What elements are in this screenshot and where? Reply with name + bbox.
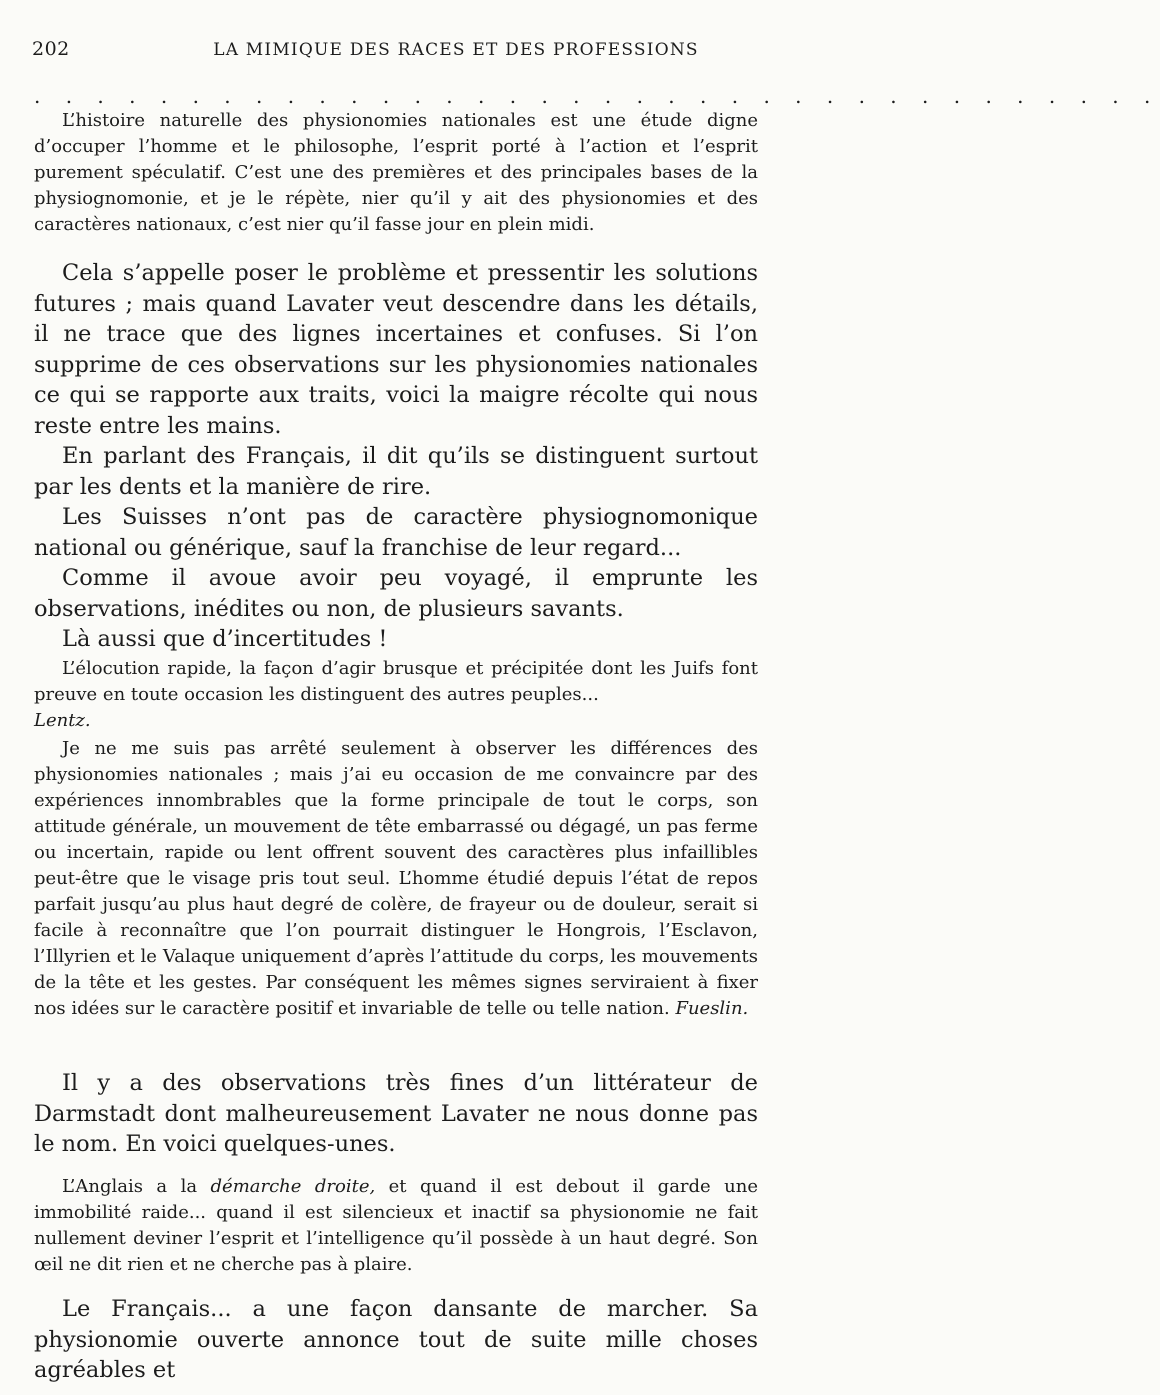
ellipsis-row: . . . . . . . . . . . . . . . . . . . . . . . . . . . . . . . . . . . . [34,84,1160,108]
quote-attribution: Fueslin. [675,998,749,1019]
quote-block-1 [34,108,758,238]
quote-emphasis: démarche droite, [210,1176,376,1197]
body-paragraph: Le Français... a une façon dansante de marcher. Sa physionomie ouverte annonce tout de suite mille choses agréables et [34,1296,758,1383]
body-block-3 [34,1294,758,1386]
page-header [32,38,760,68]
body-block-2 [34,1068,758,1160]
body-paragraph-3: Les Suisses n’ont pas de caractère physiognomonique national ou générique, sauf la franchise de leur regard... [34,504,758,561]
quote-paragraph [34,1174,758,1278]
quote-text-end: et quand il est debout il garde une immobilité raide... quand il est silencieux et inactif sa physionomie ne fait nullement deviner l’esprit et l’intelligence qu’il possède à un haut degré. Son œil ne dit rien et ne cherche pas à plaire. [34,1176,758,1275]
quote-block-2 [34,656,758,734]
body-block-1 [34,258,758,655]
quote-paragraph: L’élocution rapide, la façon d’agir brusque et précipitée dont les Juifs font preuve en toute occasion les distinguent des autres peuples... [34,658,758,705]
body-paragraph-4: Comme il avoue avoir peu voyagé, il emprunte les observations, inédites ou non, de plusieurs savants. [34,565,758,622]
running-title: LA MIMIQUE DES RACES ET DES PROFESSIONS [213,40,699,60]
body-paragraph-1: Cela s’appelle poser le problème et pressentir les solutions futures ; mais quand Lavater veut descendre dans les détails, il ne trace que des lignes incertaines et confuses. Si l’on supprime de ces observations sur les physionomies nationales ce qui se rapporte aux traits, voici la maigre récolte qui nous reste entre les mains. [34,260,758,439]
quote-block-4 [34,1174,758,1278]
page-number: 202 [32,38,70,60]
quote-attribution: Lentz. [34,710,91,731]
body-paragraph: Il y a des observations très fines d’un littérateur de Darmstadt dont malheureusement Lavater ne nous donne pas le nom. En voici quelques-unes. [34,1070,758,1157]
quote-paragraph: L’histoire naturelle des physionomies nationales est une étude digne d’occuper l’homme et le philosophe, l’esprit porté à l’action et l’esprit purement spéculatif. C’est une des premières et des principales bases de la physiognomonie, et je le répète, nier qu’il y ait des physionomies et des caractères nationaux, c’est nier qu’il fasse jour en plein midi. [34,110,758,235]
quote-paragraph [34,736,758,1022]
quote-text-start: L’Anglais a la [62,1176,211,1197]
quote-text: Je ne me suis pas arrêté seulement à observer les différences des physionomies nationales ; mais j’ai eu occasion de me convaincre par des expériences innombrables que la forme principale de tout le corps, son attitude générale, un mouvement de tête embarrassé ou dégagé, un pas ferme ou incertain, rapide ou lent offrent souvent des caractères plus infaillibles peut-être que le visage pris tout seul. L’homme étudié depuis l’état de repos parfait jusqu’au plus haut degré de colère, de frayeur ou de douleur, serait si facile à reconnaître que l’on pourrait distinguer le Hongrois, l’Esclavon, l’Illyrien et le Valaque uniquement d’après l’attitude du corps, les mouvements de la tête et les gestes. Par conséquent les mêmes signes serviraient à fixer nos idées sur le caractère positif et invariable de telle ou telle nation. [34,738,758,1019]
body-paragraph-2: En parlant des Français, il dit qu’ils se distinguent surtout par les dents et la manière de rire. [34,443,758,500]
quote-block-3 [34,736,758,1022]
body-paragraph-5: Là aussi que d’incertitudes ! [62,626,388,652]
